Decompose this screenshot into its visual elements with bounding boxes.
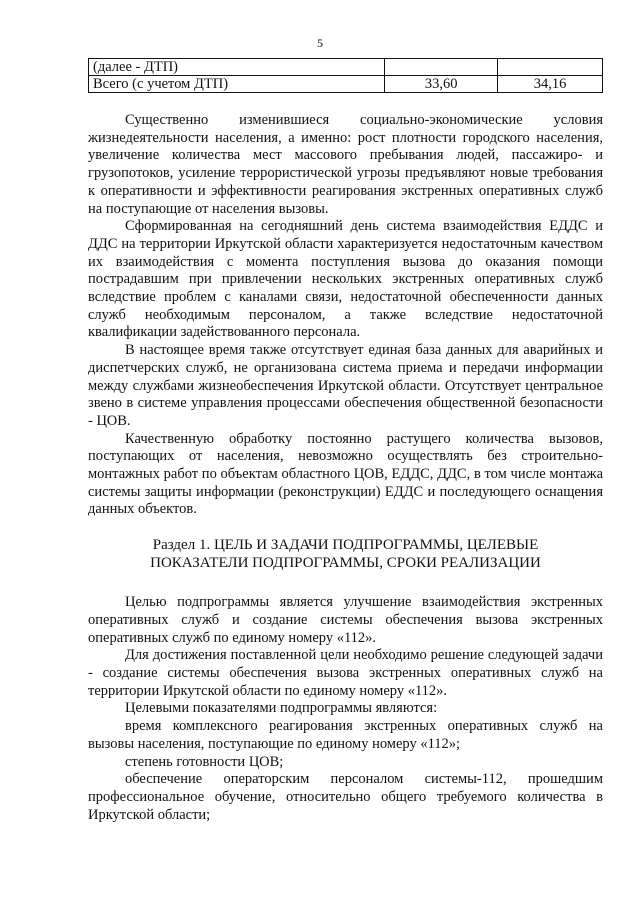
table-row (89, 59, 603, 76)
section-heading-line: ПОКАЗАТЕЛИ ПОДПРОГРАММЫ, СРОКИ РЕАЛИЗАЦИИ (150, 555, 541, 572)
paragraph: Существенно изменившиеся социально-экономические условия жизнедеятельности населения, а именно: рост плотности городского населения, увеличение количества мест массового пребывания людей, пассажиро- и грузопотоков, усиление террористической угрозы предъявляют новые требования к оперативности и эффективности реагирования экстренных оперативных служб на поступающие от населения вызовы. (88, 112, 603, 217)
continuation-table (88, 58, 603, 93)
paragraph: В настоящее время также отсутствует единая база данных для аварийных и диспетчерских служб, не организована система приема и передачи информации между службами жизнеобеспечения Иркутской области. Отсутствует центральное звено в системе управления процессами обеспечения общественной безопасности - ЦОВ. (88, 342, 603, 429)
paragraph: степень готовности ЦОВ; (125, 753, 284, 770)
paragraph: Сформированная на сегодняшний день система взаимодействия ЕДДС и ДДС на территории Иркутской области характеризуется недостаточным качеством их взаимодействия с момента поступления вызова до оказания помощи пострадавшим при привлечении нескольких экстренных оперативных служб вследствие проблем с каналами связи, недостаточной обеспеченности данных служб необходимым персоналом, а также вследствие недостаточной квалификации задействованного персонала. (88, 218, 603, 341)
table-cell-label: Всего (с учетом ДТП) (89, 76, 385, 93)
table-cell-value: 34,16 (498, 76, 603, 93)
paragraph: Целью подпрограммы является улучшение взаимодействия экстренных оперативных служб и создание системы обеспечения вызова экстренных оперативных служб по единому номеру «112». (88, 594, 603, 646)
table-cell-value (498, 59, 603, 76)
section-heading (88, 536, 603, 572)
paragraph: обеспечение операторским персоналом системы-112, прошедшим профессиональное обучение, относительно общего требуемого количества в Иркутской области; (88, 771, 603, 823)
table-cell-value: 33,60 (385, 76, 498, 93)
paragraph: Целевыми показателями подпрограммы являются: (125, 700, 438, 717)
section-heading-line: Раздел 1. ЦЕЛЬ И ЗАДАЧИ ПОДПРОГРАММЫ, ЦЕЛЕВЫЕ (152, 537, 539, 554)
table-row (89, 76, 603, 93)
paragraph: Для достижения поставленной цели необходимо решение следующей задачи - создание системы обеспечения вызова экстренных оперативных служб на территории Иркутской области по единому номеру «112». (88, 647, 603, 699)
table-cell-value (385, 59, 498, 76)
body-text (88, 112, 603, 824)
table-cell-label: (далее - ДТП) (89, 59, 385, 76)
paragraph: Качественную обработку постоянно растущего количества вызовов, поступающих от населения, невозможно осуществлять без строительно-монтажных работ по объектам областного ЦОВ, ЕДДС, ДДС, в том числе монтажа системы защиты информации (реконструкции) ЕДДС и последующего оснащения данных объектов. (88, 430, 603, 518)
page-number: 5 (317, 36, 323, 50)
paragraph: время комплексного реагирования экстренных оперативных служб на вызовы населения, поступающие по единому номеру «112»; (88, 718, 603, 752)
